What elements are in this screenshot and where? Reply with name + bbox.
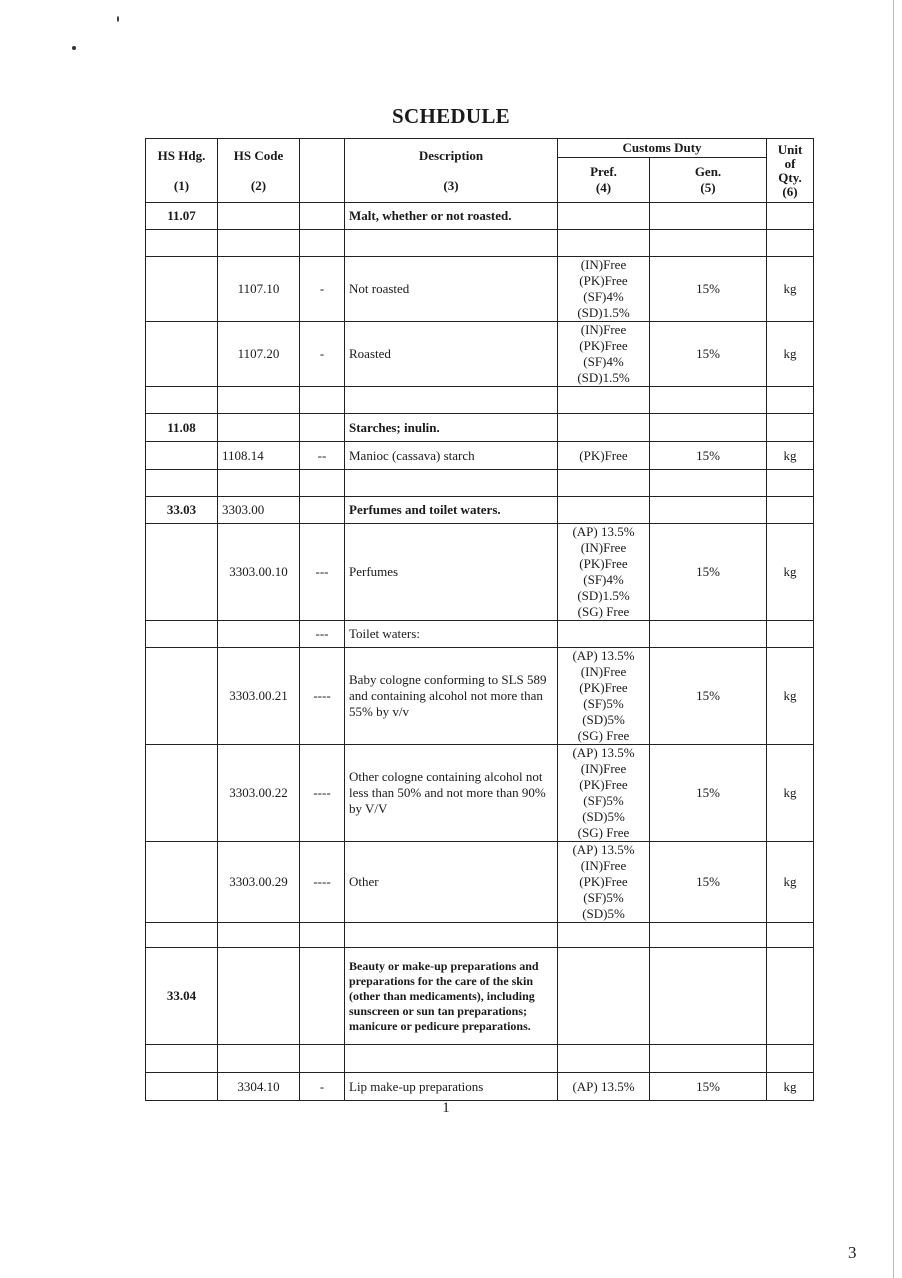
gen-duty-cell: 15%	[650, 1073, 767, 1101]
description-cell	[345, 1045, 558, 1073]
dash-cell: --	[300, 442, 345, 470]
pref-duty-cell: (AP) 13.5% (IN)Free (PK)Free (SF)5% (SD)5% (SG) Free	[558, 745, 650, 842]
unit-cell: kg	[767, 442, 814, 470]
header-hs-code-label: HS Code	[233, 147, 284, 163]
pref-duty-cell	[558, 948, 650, 1045]
hs-code-cell: 3303.00.10	[218, 524, 300, 621]
pref-duty-cell: (IN)Free (PK)Free (SF)4% (SD)1.5%	[558, 322, 650, 387]
hs-hdg-cell	[146, 322, 218, 387]
hs-hdg-cell: 11.08	[146, 414, 218, 442]
gen-duty-cell: 15%	[650, 442, 767, 470]
header-gen	[650, 158, 767, 203]
pref-duty-cell	[558, 387, 650, 414]
schedule-title: SCHEDULE	[392, 104, 510, 128]
hs-hdg-cell: 33.03	[146, 497, 218, 524]
description-cell: Lip make-up preparations	[345, 1073, 558, 1101]
pref-duty-cell	[558, 470, 650, 497]
scan-speck	[72, 46, 76, 50]
hs-hdg-cell	[146, 442, 218, 470]
gen-duty-cell: 15%	[650, 842, 767, 923]
unit-cell	[767, 948, 814, 1045]
pref-duty-cell: (AP) 13.5% (IN)Free (PK)Free (SF)5% (SD)5% (SG) Free	[558, 648, 650, 745]
description-cell: Perfumes and toilet waters.	[345, 497, 558, 524]
table-row	[146, 442, 814, 470]
description-cell: Starches; inulin.	[345, 414, 558, 442]
hs-hdg-cell	[146, 1045, 218, 1073]
header-pref-num: (4)	[595, 180, 612, 195]
header-description-num: (3)	[443, 177, 459, 193]
gen-duty-cell: 15%	[650, 257, 767, 322]
table-row	[146, 230, 814, 257]
hs-hdg-cell	[146, 648, 218, 745]
description-cell	[345, 230, 558, 257]
unit-cell	[767, 230, 814, 257]
schedule-table	[145, 138, 814, 1101]
hs-hdg-cell	[146, 524, 218, 621]
header-dash-column	[300, 139, 345, 203]
table-row	[146, 524, 814, 621]
header-gen-label: Gen.	[694, 164, 722, 179]
hs-code-cell: 3303.00.21	[218, 648, 300, 745]
hs-code-cell	[218, 203, 300, 230]
description-cell: Beauty or make-up preparations and preparations for the care of the skin (other than medicaments), including sunscreen or sun tan preparations; manicure or pedicure preparations.	[345, 948, 558, 1045]
unit-cell	[767, 497, 814, 524]
table-row	[146, 257, 814, 322]
header-gen-num: (5)	[700, 180, 716, 195]
unit-cell	[767, 1045, 814, 1073]
table-row	[146, 470, 814, 497]
hs-code-cell: 1108.14	[218, 442, 300, 470]
unit-cell: kg	[767, 257, 814, 322]
unit-cell: kg	[767, 524, 814, 621]
hs-hdg-cell	[146, 470, 218, 497]
gen-duty-cell	[650, 230, 767, 257]
header-description	[345, 139, 558, 203]
table-row	[146, 322, 814, 387]
header-pref	[558, 158, 650, 203]
description-cell: Manioc (cassava) starch	[345, 442, 558, 470]
table-row	[146, 621, 814, 648]
dash-cell	[300, 203, 345, 230]
unit-cell: kg	[767, 842, 814, 923]
pref-duty-cell	[558, 1045, 650, 1073]
unit-cell	[767, 387, 814, 414]
description-cell	[345, 470, 558, 497]
gen-duty-cell: 15%	[650, 648, 767, 745]
gen-duty-cell	[650, 414, 767, 442]
dash-cell: -	[300, 322, 345, 387]
hs-code-cell: 3303.00	[218, 497, 300, 524]
dash-cell	[300, 387, 345, 414]
gen-duty-cell	[650, 923, 767, 948]
pref-duty-cell: (AP) 13.5%	[558, 1073, 650, 1101]
corner-page-number: 3	[848, 1243, 857, 1262]
dash-cell: ----	[300, 842, 345, 923]
header-customs-duty: Customs Duty	[558, 139, 767, 158]
hs-code-cell: 3304.10	[218, 1073, 300, 1101]
hs-hdg-cell	[146, 923, 218, 948]
hs-hdg-cell	[146, 621, 218, 648]
pref-duty-cell	[558, 621, 650, 648]
gen-duty-cell: 15%	[650, 745, 767, 842]
hs-hdg-cell	[146, 230, 218, 257]
table-row	[146, 648, 814, 745]
unit-cell	[767, 923, 814, 948]
table-row	[146, 745, 814, 842]
dash-cell	[300, 230, 345, 257]
hs-hdg-cell	[146, 842, 218, 923]
gen-duty-cell	[650, 621, 767, 648]
table-row	[146, 1073, 814, 1101]
header-description-label: Description	[418, 147, 484, 163]
dash-cell: ---	[300, 524, 345, 621]
hs-hdg-cell	[146, 257, 218, 322]
unit-cell	[767, 621, 814, 648]
gen-duty-cell	[650, 948, 767, 1045]
dash-cell: -	[300, 1073, 345, 1101]
hs-code-cell	[218, 414, 300, 442]
description-cell: Not roasted	[345, 257, 558, 322]
hs-code-cell	[218, 948, 300, 1045]
table-row	[146, 203, 814, 230]
hs-code-cell: 3303.00.22	[218, 745, 300, 842]
header-unit-num: (6)	[782, 183, 798, 199]
header-pref-label: Pref.	[590, 164, 617, 179]
dash-cell	[300, 923, 345, 948]
description-cell: Perfumes	[345, 524, 558, 621]
header-unit-line1: Unit	[777, 141, 803, 157]
gen-duty-cell: 15%	[650, 524, 767, 621]
header-hs-hdg-label: HS Hdg.	[157, 147, 206, 163]
pref-duty-cell	[558, 497, 650, 524]
pref-duty-cell: (PK)Free	[558, 442, 650, 470]
hs-code-cell	[218, 621, 300, 648]
description-cell: Baby cologne conforming to SLS 589 and containing alcohol not more than 55% by v/v	[345, 648, 558, 745]
description-cell: Malt, whether or not roasted.	[345, 203, 558, 230]
gen-duty-cell	[650, 203, 767, 230]
gen-duty-cell	[650, 387, 767, 414]
pref-duty-cell: (AP) 13.5% (IN)Free (PK)Free (SF)4% (SD)1.5% (SG) Free	[558, 524, 650, 621]
hs-code-cell: 3303.00.29	[218, 842, 300, 923]
hs-code-cell	[218, 470, 300, 497]
pref-duty-cell	[558, 414, 650, 442]
table-row	[146, 948, 814, 1045]
hs-code-cell	[218, 230, 300, 257]
pref-duty-cell	[558, 230, 650, 257]
table-row	[146, 497, 814, 524]
pref-duty-cell	[558, 923, 650, 948]
table-row	[146, 387, 814, 414]
hs-code-cell: 1107.20	[218, 322, 300, 387]
description-cell: Toilet waters:	[345, 621, 558, 648]
dash-cell: ----	[300, 648, 345, 745]
pref-duty-cell: (IN)Free (PK)Free (SF)4% (SD)1.5%	[558, 257, 650, 322]
description-cell: Roasted	[345, 322, 558, 387]
gen-duty-cell	[650, 497, 767, 524]
dash-cell: ----	[300, 745, 345, 842]
dash-cell: -	[300, 257, 345, 322]
gen-duty-cell	[650, 1045, 767, 1073]
unit-cell: kg	[767, 648, 814, 745]
header-hs-hdg-num: (1)	[173, 177, 190, 193]
page-number: 1	[442, 1100, 450, 1116]
description-cell	[345, 387, 558, 414]
scan-edge-line	[893, 0, 894, 1278]
header-hs-code-num: (2)	[250, 177, 267, 193]
scan-speck	[117, 16, 119, 22]
hs-hdg-cell: 33.04	[146, 948, 218, 1045]
dash-cell	[300, 948, 345, 1045]
unit-cell: kg	[767, 322, 814, 387]
hs-code-cell: 1107.10	[218, 257, 300, 322]
table-row	[146, 842, 814, 923]
hs-code-cell	[218, 923, 300, 948]
hs-hdg-cell: 11.07	[146, 203, 218, 230]
pref-duty-cell: (AP) 13.5% (IN)Free (PK)Free (SF)5% (SD)5%	[558, 842, 650, 923]
unit-cell: kg	[767, 1073, 814, 1101]
header-unit	[767, 139, 814, 203]
hs-code-cell	[218, 1045, 300, 1073]
dash-cell	[300, 470, 345, 497]
gen-duty-cell	[650, 470, 767, 497]
unit-cell	[767, 203, 814, 230]
header-hs-hdg	[146, 139, 218, 203]
header-unit-line3: Qty.	[778, 169, 802, 185]
description-cell: Other cologne containing alcohol not less than 50% and not more than 90% by V/V	[345, 745, 558, 842]
unit-cell	[767, 470, 814, 497]
hs-hdg-cell	[146, 387, 218, 414]
dash-cell	[300, 1045, 345, 1073]
header-hs-code	[218, 139, 300, 203]
hs-hdg-cell	[146, 1073, 218, 1101]
hs-code-cell	[218, 387, 300, 414]
table-row	[146, 923, 814, 948]
header-unit-line2: of	[784, 155, 796, 171]
gen-duty-cell: 15%	[650, 322, 767, 387]
pref-duty-cell	[558, 203, 650, 230]
unit-cell	[767, 414, 814, 442]
dash-cell	[300, 414, 345, 442]
hs-hdg-cell	[146, 745, 218, 842]
description-cell: Other	[345, 842, 558, 923]
table-row	[146, 1045, 814, 1073]
unit-cell: kg	[767, 745, 814, 842]
dash-cell	[300, 497, 345, 524]
description-cell	[345, 923, 558, 948]
table-row	[146, 414, 814, 442]
dash-cell: ---	[300, 621, 345, 648]
